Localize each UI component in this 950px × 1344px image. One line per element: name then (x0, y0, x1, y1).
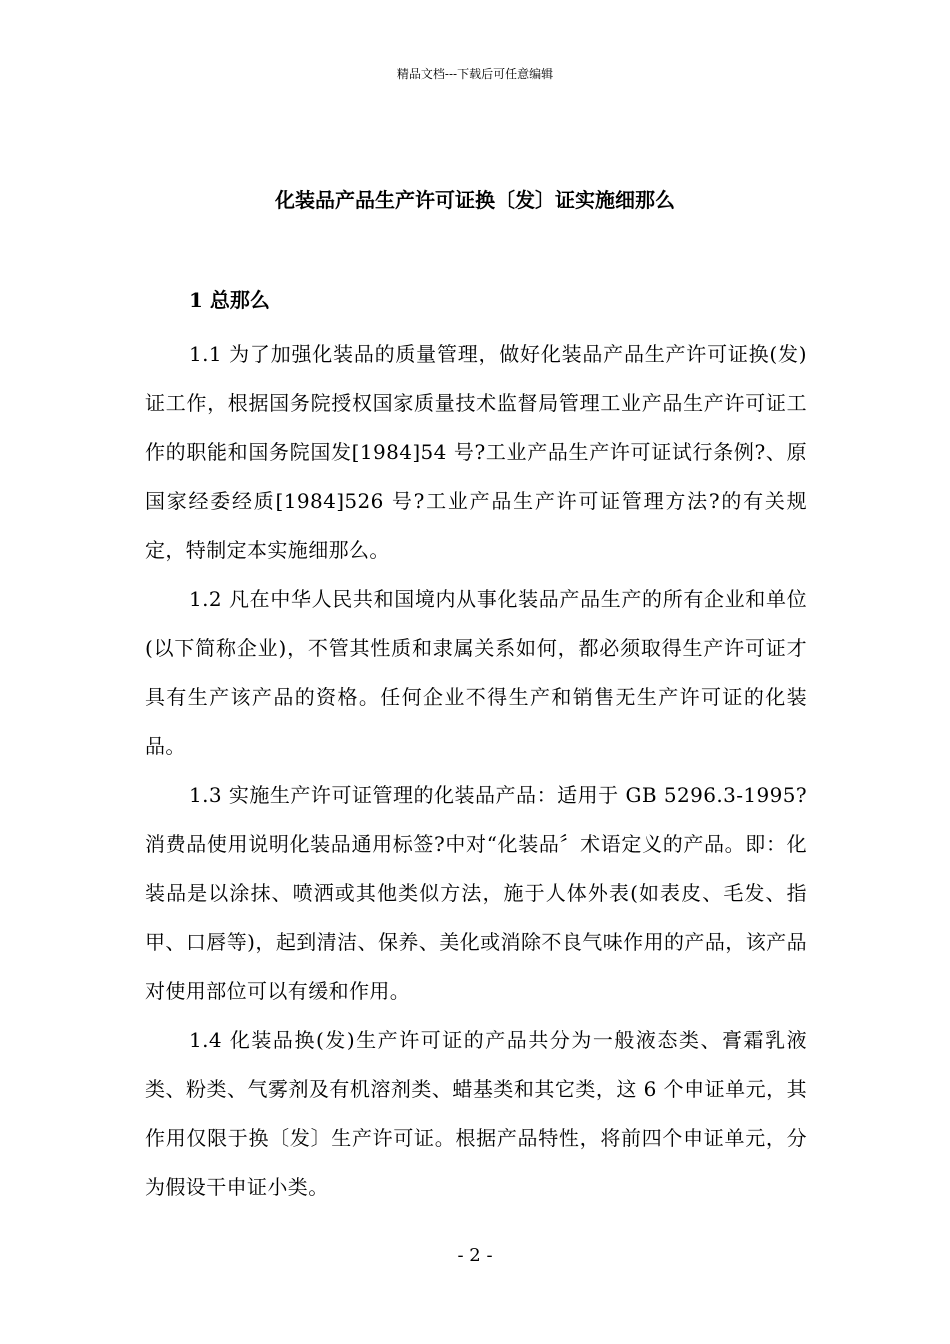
paragraph-1-2: 1.2 凡在中华人民共和国境内从事化装品产品生产的所有企业和单位(以下简称企业)，不管其性质和隶属关系如何，都必须取得生产许可证才具有生产该产品的资格。任何企业不得生产和销售无生产许可证的化装品。 (145, 587, 807, 758)
paragraph-1-4: 1.4 化装品换(发)生产许可证的产品共分为一般液态类、膏霜乳液类、粉类、气雾剂及有机溶剂类、蜡基类和其它类，这 6 个申证单元，其作用仅限于换〔发〕生产许可证。根据产品特性，将前四个申证单元，分为假设干申证小类。 (145, 1028, 807, 1199)
page-header: 精品文档---下载后可任意编辑 (396, 67, 554, 81)
page-number: - 2 - (457, 1245, 493, 1266)
document-body (145, 280, 807, 1212)
paragraph-1-1: 1.1 为了加强化装品的质量管理，做好化装品产品生产许可证换(发)证工作，根据国务院授权国家质量技术监督局管理工业产品生产许可证工作的职能和国务院国发[1984]54 号?工业产品生产许可证试行条例?、原国家经委经质[1984]526 号?工业产品生产许可证管理方法?的有关规定，特制定本实施细那么。 (145, 342, 807, 562)
document-title: 化装品产品生产许可证换〔发〕证实施细那么 (275, 188, 675, 212)
paragraph-1-3: 1.3 实施生产许可证管理的化装品产品：适用于 GB 5296.3-1995?消费品使用说明化装品通用标签?中对“化装品〞术语定义的产品。即：化装品是以涂抹、喷洒或其他类似方法，施于人体外表(如表皮、毛发、指甲、口唇等)，起到清洁、保养、美化或消除不良气味作用的产品，该产品对使用部位可以有缓和作用。 (145, 783, 807, 1003)
section-heading: 1 总那么 (189, 288, 270, 312)
